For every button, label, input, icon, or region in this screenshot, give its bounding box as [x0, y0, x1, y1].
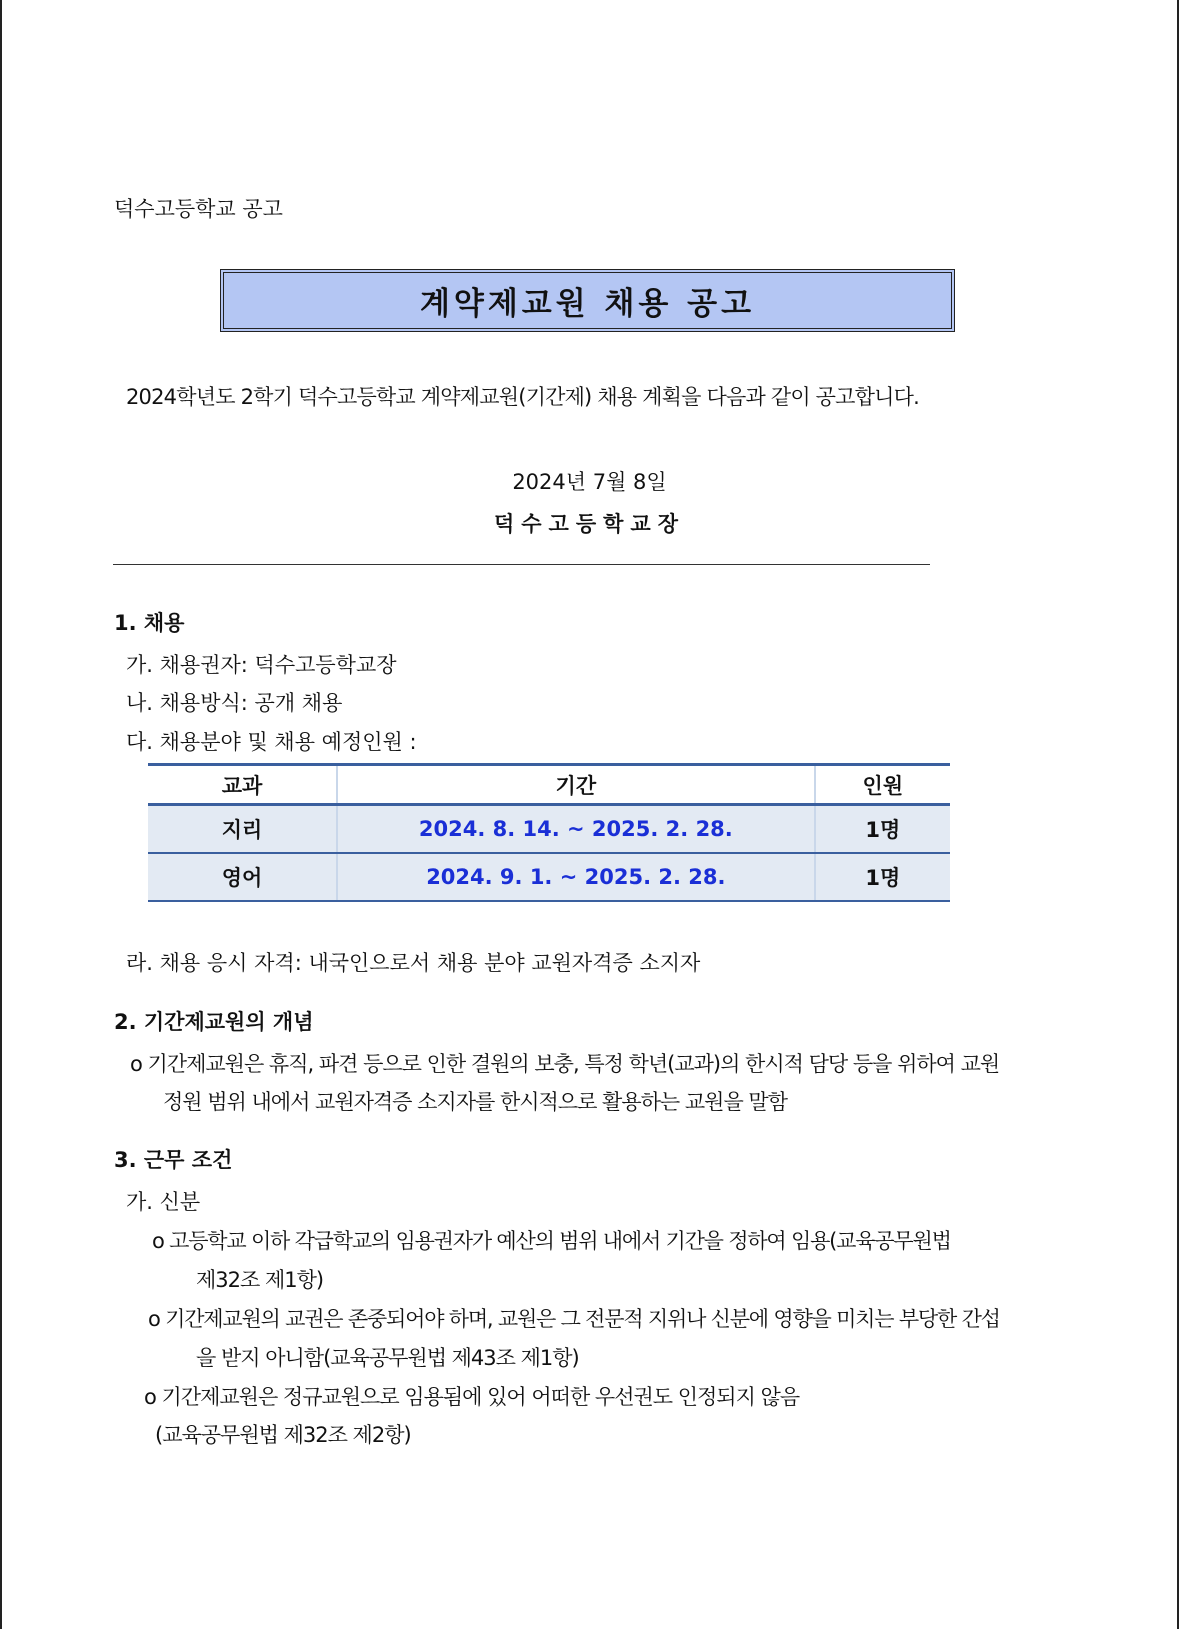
- bullet-line: o 고등학교 이하 각급학교의 임용권자가 예산의 범위 내에서 기간을 정하여 임용(교육공무원법: [152, 1229, 951, 1253]
- cell-period: 2024. 8. 14. ~ 2025. 2. 28.: [337, 805, 815, 853]
- issuer-text: 덕수고등학교 공고: [114, 197, 283, 221]
- bullet-line: 제32조 제1항): [196, 1268, 324, 1292]
- header-count: 인원: [815, 765, 950, 805]
- table-row: [148, 805, 950, 853]
- section-heading-3: 3. 근무 조건: [114, 1148, 233, 1172]
- recruitment-table: [148, 763, 950, 902]
- section-heading-1: 1. 채용: [114, 611, 185, 635]
- list-item-ga: 가. 채용권자: 덕수고등학교장: [126, 653, 397, 677]
- cell-period: 2024. 9. 1. ~ 2025. 2. 28.: [337, 853, 815, 901]
- cell-subject: 지리: [148, 805, 337, 853]
- table-row: [148, 853, 950, 901]
- cell-count: 1명: [815, 805, 950, 853]
- header-period: 기간: [337, 765, 815, 805]
- bullet-line: (교육공무원법 제32조 제2항): [155, 1423, 411, 1447]
- divider: [113, 564, 930, 565]
- signature: 덕수고등학교장: [493, 512, 685, 536]
- cell-count: 1명: [815, 853, 950, 901]
- section-heading-2: 2. 기간제교원의 개념: [114, 1010, 314, 1034]
- paragraph-line: 정원 범위 내에서 교원자격증 소지자를 한시적으로 활용하는 교원을 말함: [163, 1090, 787, 1114]
- cell-subject: 영어: [148, 853, 337, 901]
- bullet-line: o 기간제교원의 교권은 존중되어야 하며, 교원은 그 전문적 지위나 신분에 영향을 미치는 부당한 간섭: [148, 1307, 1000, 1331]
- bullet-line: o 기간제교원은 정규교원으로 임용됨에 있어 어떠한 우선권도 인정되지 않음: [144, 1385, 800, 1409]
- list-item-da: 다. 채용분야 및 채용 예정인원 :: [126, 730, 417, 754]
- announcement-date: 2024년 7월 8일: [512, 470, 667, 494]
- page-title: 계약제교원 채용 공고: [419, 286, 756, 322]
- list-item-na: 나. 채용방식: 공개 채용: [126, 691, 343, 715]
- bullet-line: 을 받지 아니함(교육공무원법 제43조 제1항): [196, 1346, 579, 1370]
- sub-heading-ga: 가. 신분: [126, 1190, 201, 1214]
- paragraph-line: o 기간제교원은 휴직, 파견 등으로 인한 결원의 보충, 특정 학년(교과)의 한시적 담당 등을 위하여 교원: [130, 1052, 1000, 1076]
- table-header-row: [148, 765, 950, 805]
- intro-text: 2024학년도 2학기 덕수고등학교 계약제교원(기간제) 채용 계획을 다음과 같이 공고합니다.: [126, 385, 919, 409]
- page-border-left: [0, 0, 2, 1629]
- list-item-ra: 라. 채용 응시 자격: 내국인으로서 채용 분야 교원자격증 소지자: [126, 951, 701, 975]
- title-box: [220, 269, 955, 332]
- header-subject: 교과: [148, 765, 337, 805]
